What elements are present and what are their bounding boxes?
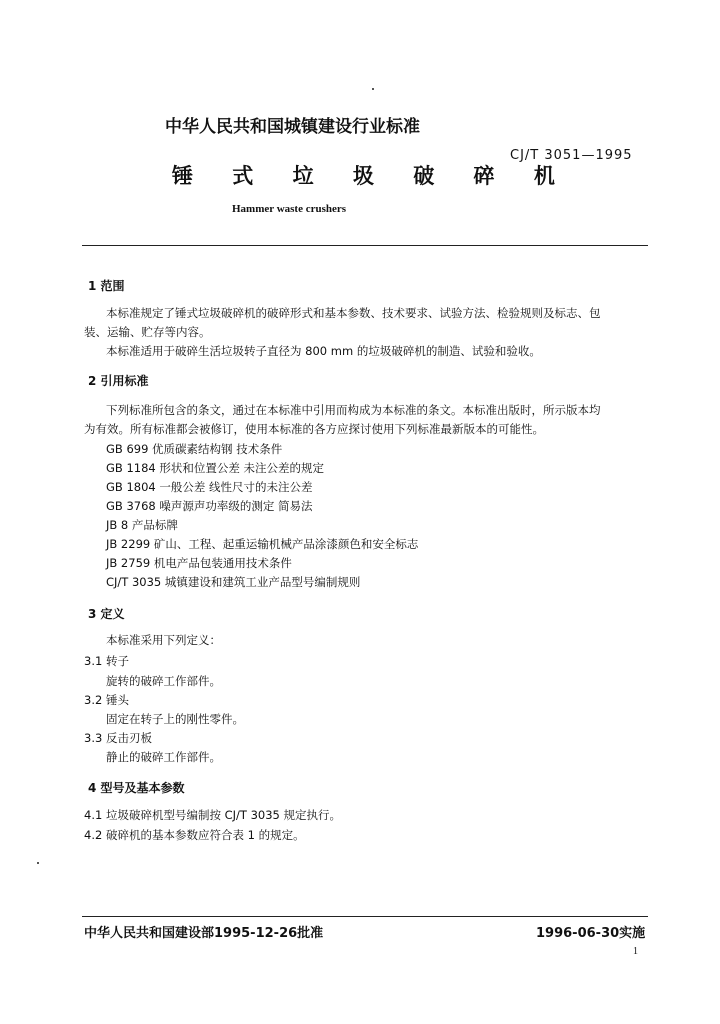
english-title: Hammer waste crushers	[232, 203, 347, 215]
clause-4-2: 4.2 破碎机的基本参数应符合表 1 的规定。	[84, 828, 305, 842]
section-3-heading: 3 定义	[88, 607, 125, 621]
scan-speck	[372, 88, 374, 90]
reference-item: JB 2759 机电产品包装通用技术条件	[106, 556, 292, 570]
definition-3-2-text: 固定在转子上的刚性零件。	[106, 712, 244, 726]
reference-item: JB 2299 矿山、工程、起重运输机械产品涂漆颜色和安全标志	[106, 537, 419, 551]
section-1-paragraph-2: 本标准适用于破碎生活垃圾转子直径为 800 mm 的垃圾破碎机的制造、试验和验收。	[106, 344, 541, 358]
definition-3-3-title: 3.3 反击刃板	[84, 731, 152, 745]
standard-code: CJ/T 3051—1995	[510, 148, 633, 163]
reference-item: GB 699 优质碳素结构钢 技术条件	[106, 442, 283, 456]
definition-3-3-text: 静止的破碎工作部件。	[106, 750, 221, 764]
definition-3-1-text: 旋转的破碎工作部件。	[106, 674, 221, 688]
page-number: 1	[633, 946, 638, 957]
section-1-paragraph-1-cont: 装、运输、贮存等内容。	[84, 325, 211, 339]
scan-speck	[37, 862, 39, 864]
section-1-paragraph-1: 本标准规定了锤式垃圾破碎机的破碎形式和基本参数、技术要求、试验方法、检验规则及标志、包	[106, 306, 601, 320]
issuing-organization: 中华人民共和国城镇建设行业标准	[165, 117, 420, 137]
document-title: 锤 式 垃 圾 破 碎 机	[172, 164, 571, 188]
section-4-heading: 4 型号及基本参数	[88, 781, 185, 795]
reference-item: CJ/T 3035 城镇建设和建筑工业产品型号编制规则	[106, 575, 361, 589]
section-1-heading: 1 范围	[88, 279, 125, 293]
footer-rule	[82, 916, 648, 917]
reference-item: GB 3768 噪声源声功率级的测定 简易法	[106, 499, 313, 513]
definition-3-1-title: 3.1 转子	[84, 654, 129, 668]
header-rule	[82, 245, 648, 246]
approval-statement: 中华人民共和国建设部1995-12-26批准	[84, 926, 324, 941]
section-2-paragraph-1: 下列标准所包含的条文，通过在本标准中引用而构成为本标准的条文。本标准出版时，所示版本均	[106, 403, 601, 417]
definition-3-2-title: 3.2 锤头	[84, 693, 129, 707]
section-2-paragraph-1-cont: 为有效。所有标准都会被修订，使用本标准的各方应探讨使用下列标准最新版本的可能性。	[84, 422, 544, 436]
reference-item: JB 8 产品标牌	[106, 518, 178, 532]
clause-4-1: 4.1 垃圾破碎机型号编制按 CJ/T 3035 规定执行。	[84, 808, 341, 822]
section-2-heading: 2 引用标准	[88, 374, 149, 388]
reference-item: GB 1804 一般公差 线性尺寸的未注公差	[106, 480, 313, 494]
implementation-date: 1996-06-30实施	[536, 926, 646, 941]
section-3-intro: 本标准采用下列定义：	[106, 633, 221, 647]
reference-item: GB 1184 形状和位置公差 未注公差的规定	[106, 461, 325, 475]
